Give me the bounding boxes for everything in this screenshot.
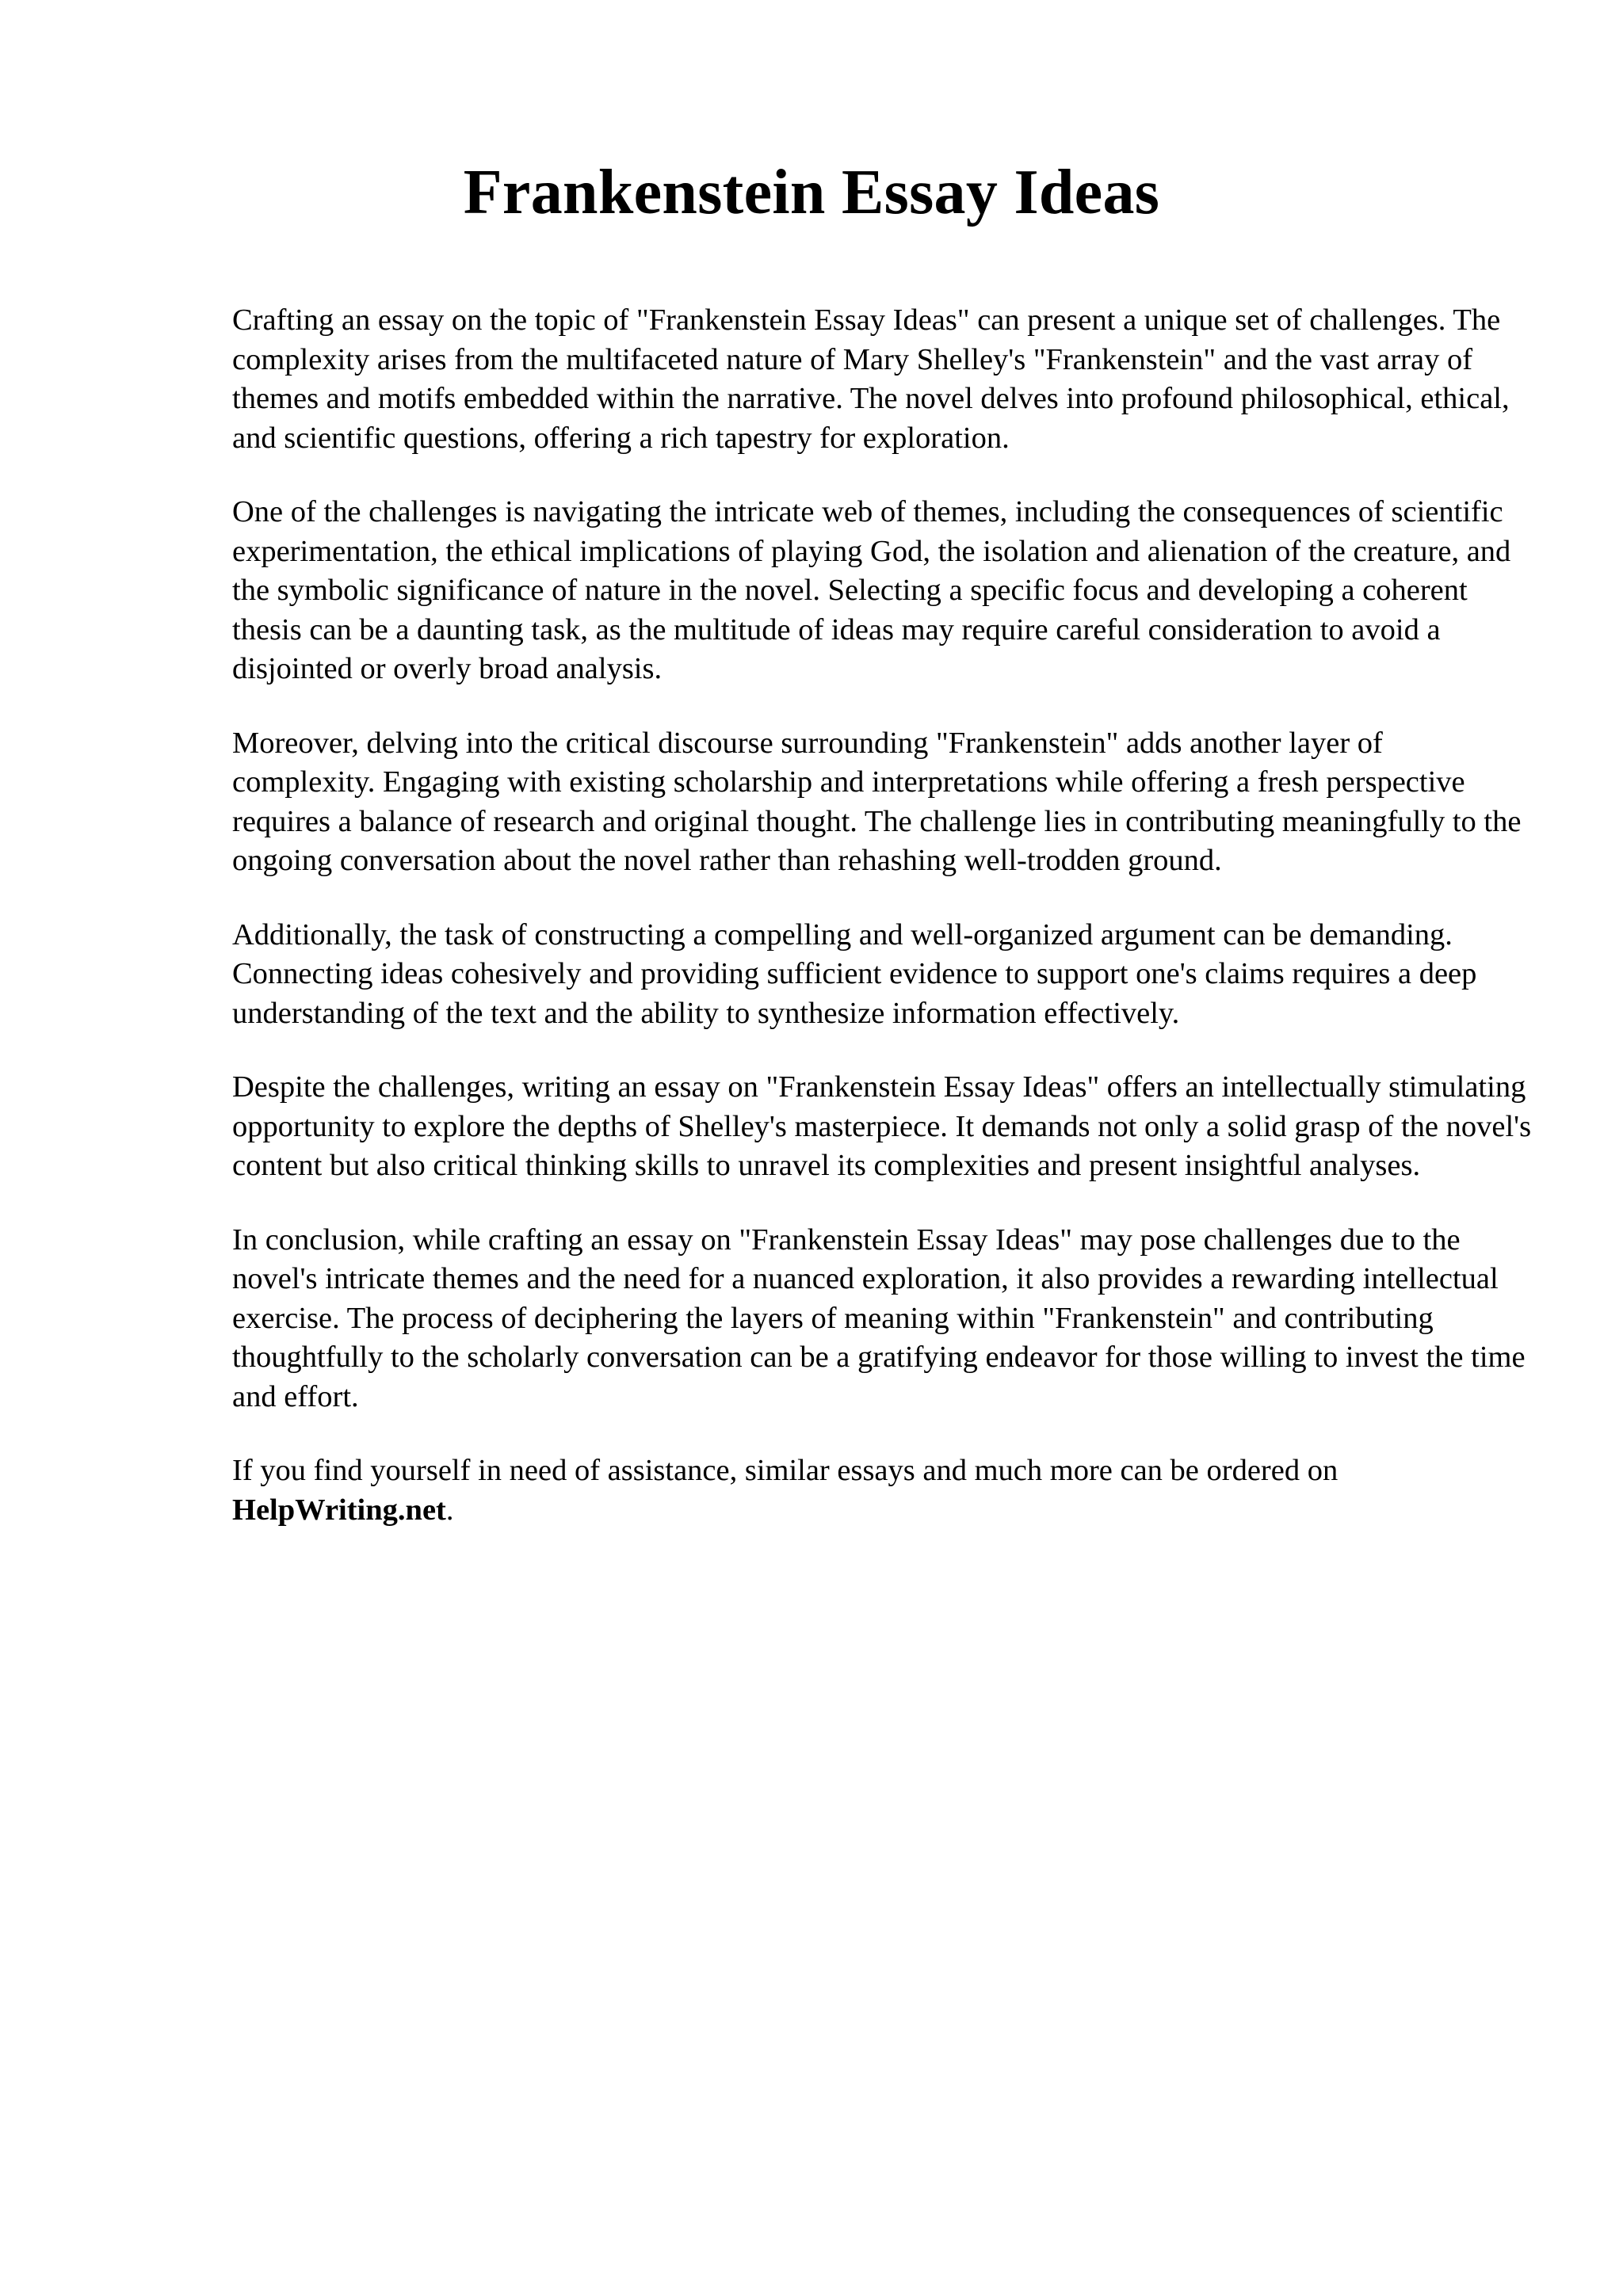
paragraph-argument: Additionally, the task of constructing a compelling and well-organized argument can be demanding. Connecting ideas cohesively and providing sufficient evidence to support one's claims requires a deep understanding of the text and the ability to synthesize information effectively.	[232, 917, 1477, 1030]
helpwriting-link[interactable]: HelpWriting.net	[232, 1493, 446, 1527]
closing-text: If you find yourself in need of assistance, similar essays and much more can be ordered on	[232, 1454, 1338, 1487]
closing-period: .	[445, 1493, 454, 1527]
paragraph-conclusion: In conclusion, while crafting an essay on "Frankenstein Essay Ideas" may pose challenges due to the novel's intricate themes and the need for a nuanced exploration, it also provides a rewarding intellectual exercise. The process of deciphering the layers of meaning within "Frankenstein" and contributing thoughtfully to the scholarly conversation can be a gratifying endeavor for those willing to invest the time and effort.	[232, 1222, 1526, 1413]
paragraph-critical-discourse: Moreover, delving into the critical discourse surrounding "Frankenstein" adds another layer of complexity. Engaging with existing scholarship and interpretations while offering a fresh perspective requires a balance of research and original thought. The challenge lies in contributing meaningfully to the ongoing conversation about the novel rather than rehashing well-trodden ground.	[232, 726, 1522, 877]
paragraph-closing	[232, 1451, 1532, 1530]
paragraph-opportunity: Despite the challenges, writing an essay on "Frankenstein Essay Ideas" offers an intellectually stimulating opportunity to explore the depths of Shelley's masterpiece. It demands not only a solid grasp of the novel's content but also critical thinking skills to unravel its complexities and present insightful analyses.	[232, 1070, 1532, 1182]
paragraph-intro: Crafting an essay on the topic of "Frankenstein Essay Ideas" can present a unique set of challenges. The complexity arises from the multifaceted nature of Mary Shelley's "Frankenstein" and the vast array of themes and motifs embedded within the narrative. The novel delves into profound philosophical, ethical, and scientific questions, offering a rich tapestry for exploration.	[232, 303, 1510, 455]
paragraph-themes: One of the challenges is navigating the intricate web of themes, including the consequences of scientific experimentation, the ethical implications of playing God, the isolation and alienation of the creature, and the symbolic significance of nature in the novel. Selecting a specific focus and developing a coherent thesis can be a daunting task, as the multitude of ideas may require careful consideration to avoid a disjointed or overly broad analysis.	[232, 495, 1511, 685]
document-title: Frankenstein Essay Ideas	[463, 158, 1160, 227]
document-body	[232, 301, 1532, 1565]
